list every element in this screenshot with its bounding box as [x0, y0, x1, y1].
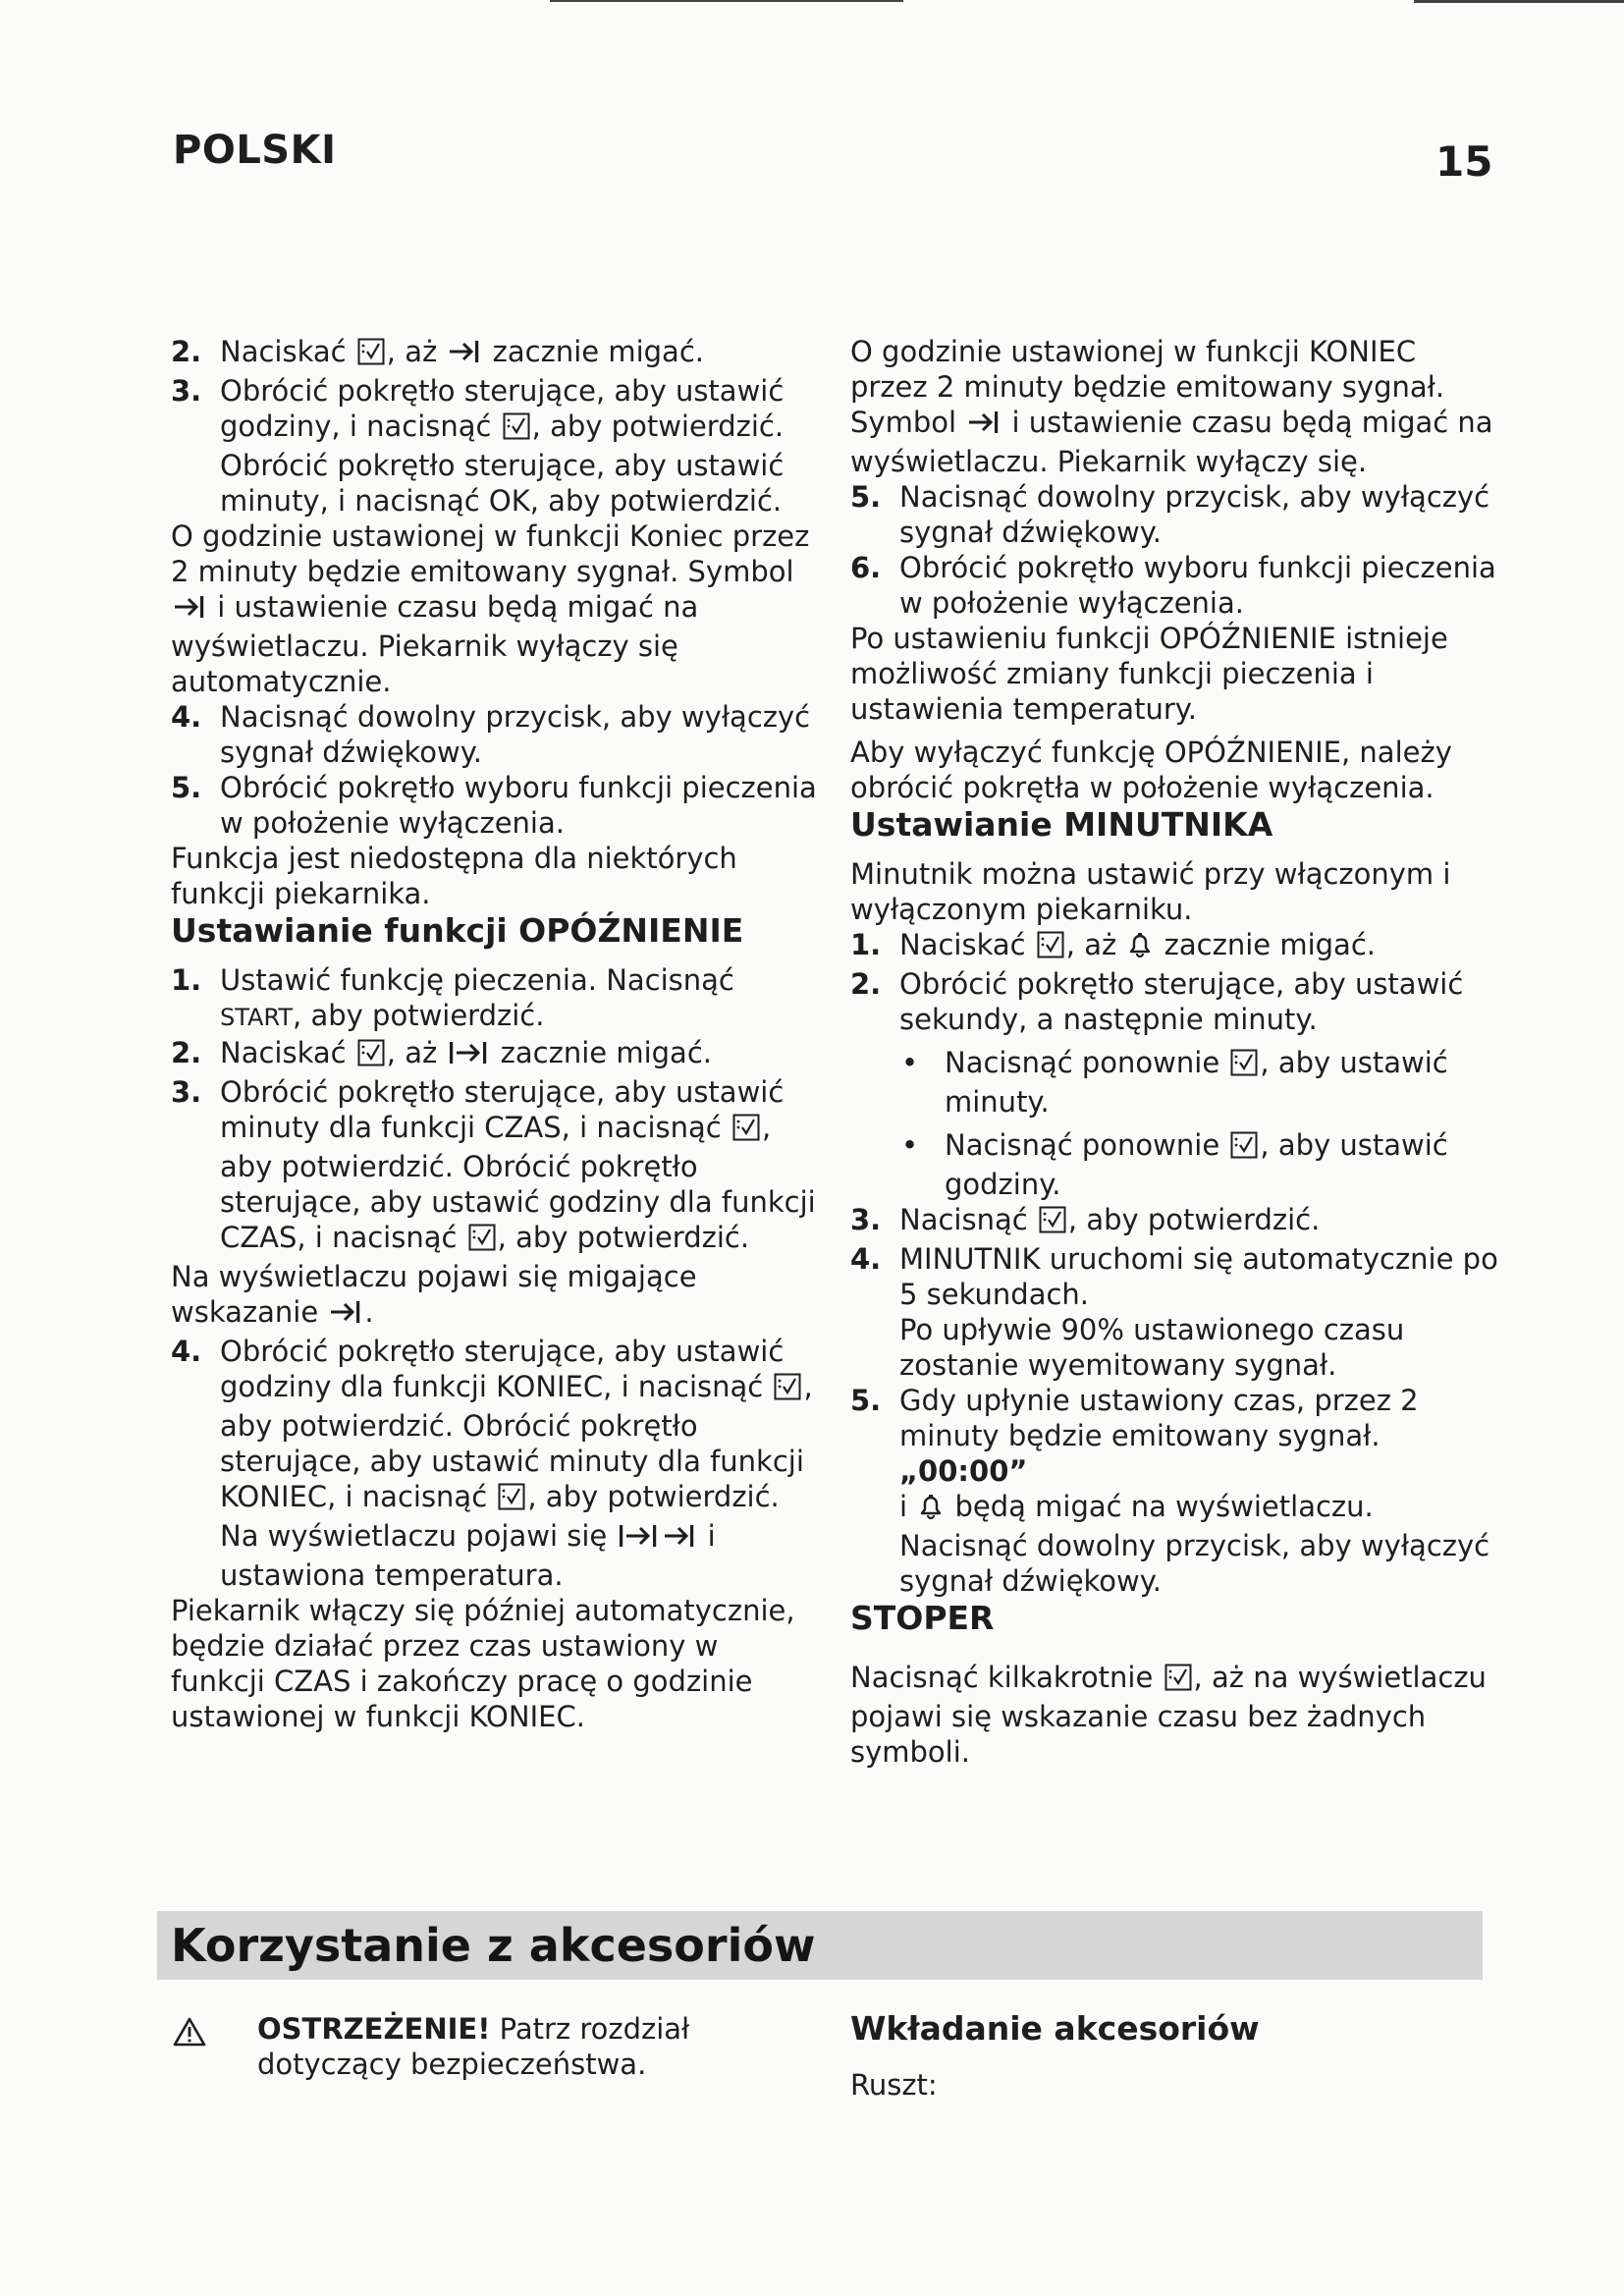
clock-check-icon — [1230, 1049, 1258, 1084]
delay-step-3: 3. Obrócić pokrętło sterujące, aby ustawić minuty dla funkcji CZAS, i nacisnąć , aby potwierdzić. Obrócić pokrętło sterujące, aby ustawić godziny dla funkcji CZAS, i nacisnąć , aby potwierdzić. — [171, 1074, 819, 1259]
end-arrow-icon — [448, 338, 481, 373]
clock-check-icon — [1164, 1664, 1192, 1699]
start-label: START — [220, 1004, 294, 1031]
step-6: 6. Obrócić pokrętło wyboru funkcji pieczenia w położenie wyłączenia. — [850, 551, 1496, 620]
section-title-delay: Ustawianie funkcji OPÓŹNIENIE — [171, 911, 744, 950]
timer-step-5: 5. Gdy upłynie ustawiony czas, przez 2 minuty będzie emitowany sygnał. „00:00” i będą migać na wyświetlaczu. Nacisnąć dowolny przycisk, aby wyłączyć sygnał dźwiękowy. — [850, 1384, 1490, 1598]
section-title-insert: Wkładanie akcesoriów — [850, 2009, 1260, 2048]
step-4: 4. Nacisnąć dowolny przycisk, aby wyłączyć sygnał dźwiękowy. — [171, 700, 811, 769]
section-banner — [157, 1911, 1483, 1980]
ok-label: OK — [488, 484, 530, 518]
clock-check-icon — [498, 1483, 525, 1518]
step-5: 5. Obrócić pokrętło wyboru funkcji pieczenia w położenie wyłączenia. — [171, 771, 817, 840]
clock-check-icon — [503, 412, 530, 448]
bullet-item: • Nacisnąć ponownie , aby ustawić godziny. — [901, 1128, 1448, 1201]
delay-arrow-icon — [618, 1522, 659, 1558]
bell-icon — [1127, 931, 1153, 966]
clock-check-icon — [357, 338, 385, 373]
clock-check-icon — [1037, 931, 1064, 966]
page-number: 15 — [1435, 137, 1493, 186]
end-arrow-icon — [967, 409, 1001, 444]
warning-block — [173, 2011, 782, 2082]
end-arrow-icon — [173, 593, 206, 629]
paragraph: Nacisnąć kilkakrotnie , aż na wyświetlaczu pojawi się wskazanie czasu bez żadnych symboli. — [850, 1661, 1487, 1769]
end-arrow-icon — [663, 1522, 696, 1558]
scan-artifact — [1414, 0, 1624, 3]
warning-label: OSTRZEŻENIE! — [257, 2012, 491, 2046]
timer-step-4: 4. MINUTNIK uruchomi się automatycznie po 5 sekundach. Po upływie 90% ustawionego czasu zostanie wyemitowany sygnał. — [850, 1242, 1498, 1382]
paragraph: O godzinie ustawionej w funkcji KONIEC przez 2 minuty będzie emitowany sygnał. Symbol i ustawienie czasu będą migać na wyświetlaczu. Piekarnik wyłączy się. — [850, 335, 1493, 478]
section-title-stoper: STOPER — [850, 1599, 995, 1637]
section-title-timer: Ustawianie MINUTNIKA — [850, 805, 1273, 844]
step-3: 3. Obrócić pokrętło sterujące, aby ustawić godziny, i nacisnąć , aby potwierdzić. Obrócić pokrętło sterujące, aby ustawić minuty, i nacisnąć OK, aby potwierdzić. — [171, 374, 785, 518]
paragraph: Na wyświetlaczu pojawi się migające wskazanie . — [171, 1259, 819, 1334]
delay-step-4: 4. Obrócić pokrętło sterujące, aby ustawić godziny dla funkcji KONIEC, i nacisnąć , aby potwierdzić. Obrócić pokrętło sterujące, aby ustawić minuty dla funkcji KONIEC, i nacisnąć , aby potwierdzić. Na wyświetlaczu pojawi się i ustawiona temperatura. — [171, 1335, 813, 1592]
paragraph: Piekarnik włączy się później automatycznie, będzie działać przez czas ustawiony w funkcji CZAS i zakończy pracę o godzinie ustawionej w funkcji KONIEC. — [171, 1594, 795, 1733]
language-header: POLSKI — [173, 128, 337, 173]
delay-arrow-icon — [448, 1039, 489, 1074]
paragraph: O godzinie ustawionej w funkcji Koniec przez 2 minuty będzie emitowany sygnał. Symbol i ustawienie czasu będą migać na wyświetlaczu. Piekarnik wyłączy się automatycznie. — [171, 519, 810, 698]
clock-check-icon — [732, 1114, 760, 1149]
warning-triangle-icon — [173, 2017, 206, 2054]
step-5: 5. Nacisnąć dowolny przycisk, aby wyłączyć sygnał dźwiękowy. — [850, 480, 1490, 549]
right-column — [850, 334, 1498, 1770]
end-arrow-icon — [329, 1298, 362, 1334]
clock-check-icon — [1039, 1206, 1066, 1241]
warning-text: OSTRZEŻENIE! Patrz rozdział dotyczący bezpieczeństwa. — [257, 2012, 690, 2081]
insert-text: Ruszt: — [850, 2068, 938, 2102]
clock-check-icon — [1230, 1131, 1258, 1167]
delay-step-2: 2. Naciskać , aż zacznie migać. — [171, 1035, 819, 1074]
paragraph: Minutnik można ustawić przy włączonym i wyłączonym piekarniku. — [850, 857, 1451, 926]
paragraph: Funkcja jest niedostępna dla niektórych funkcji piekarnika. — [171, 842, 737, 910]
timer-step-2: 2. Obrócić pokrętło sterujące, aby ustawić sekundy, a następnie minuty. — [850, 967, 1464, 1036]
scan-artifact — [550, 0, 903, 2]
zero-time: „00:00” — [899, 1454, 1028, 1488]
bell-icon — [918, 1493, 944, 1528]
timer-step-3: 3. Nacisnąć , aby potwierdzić. — [850, 1202, 1498, 1241]
paragraph: Po ustawieniu funkcji OPÓŹNIENIE istnieje możliwość zmiany funkcji pieczenia i ustawienia temperatury. — [850, 622, 1448, 726]
delay-step-1: 1. Ustawić funkcję pieczenia. Nacisnąć START, aby potwierdzić. — [171, 963, 734, 1032]
bullet-item: • Nacisnąć ponownie , aby ustawić minuty. — [901, 1046, 1448, 1119]
step-2: 2. Naciskać , aż zacznie migać. — [171, 334, 819, 373]
paragraph: Aby wyłączyć funkcję OPÓŹNIENIE, należy obrócić pokrętła w położenie wyłączenia. — [850, 736, 1452, 804]
timer-step-1: 1. Naciskać , aż zacznie migać. — [850, 927, 1498, 966]
banner-title: Korzystanie z akcesoriów — [171, 1919, 816, 1972]
left-column — [171, 334, 819, 1734]
clock-check-icon — [357, 1039, 385, 1074]
clock-check-icon — [468, 1224, 496, 1259]
clock-check-icon — [774, 1373, 801, 1408]
